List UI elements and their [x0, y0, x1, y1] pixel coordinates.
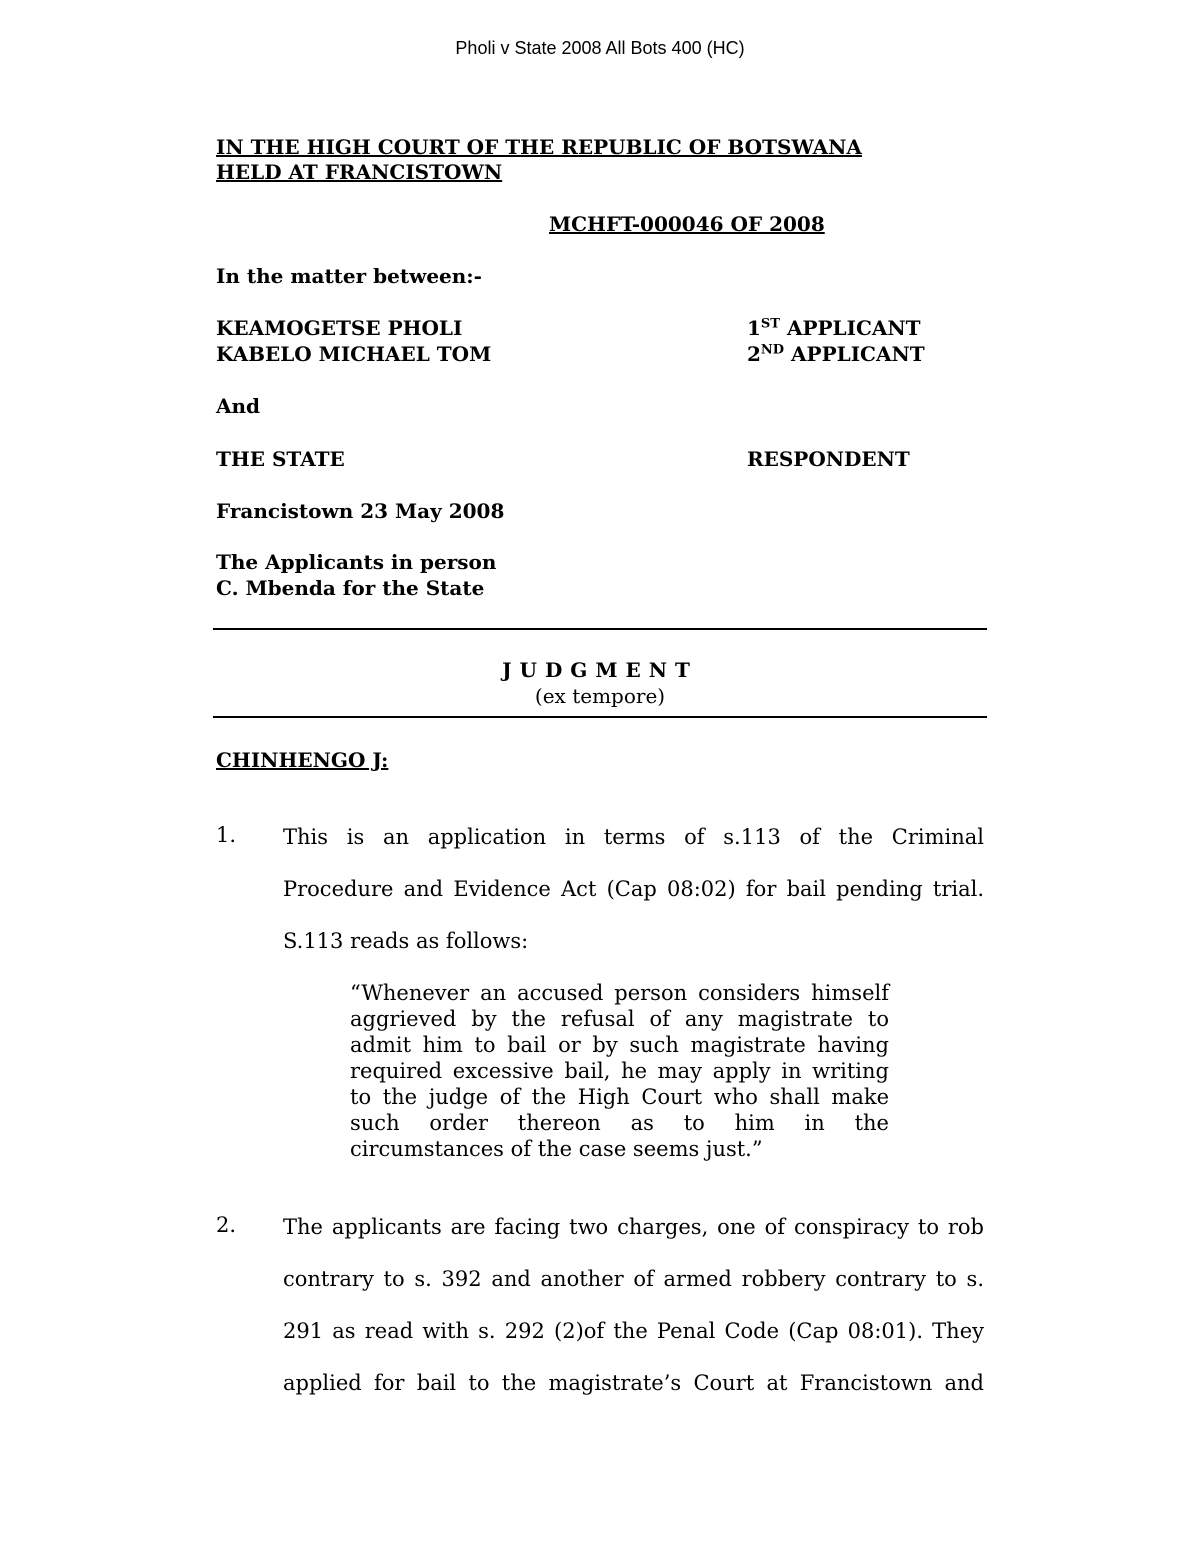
matter-between: In the matter between:- — [216, 264, 482, 288]
judgment-subtitle: (ex tempore) — [534, 684, 666, 708]
place-and-date: Francistown 23 May 2008 — [216, 499, 505, 523]
statute-quote — [350, 980, 889, 1162]
court-name-line1: IN THE HIGH COURT OF THE REPUBLIC OF BOTSWANA — [216, 135, 862, 159]
paragraph-body — [283, 1201, 984, 1409]
paragraph-number: 1. — [216, 823, 237, 847]
case-number: MCHFT-000046 OF 2008 — [549, 212, 825, 236]
appearance-applicants: The Applicants in person — [216, 550, 497, 574]
quote-line: admit him to bail or by such magistrate having — [350, 1033, 889, 1057]
paragraph-line: applied for bail to the magistrate’s Court at Francistown and — [283, 1371, 984, 1395]
quote-line: required excessive bail, he may apply in writing — [350, 1059, 889, 1083]
paragraph-line: 291 as read with s. 292 (2)of the Penal Code (Cap 08:01). They — [283, 1319, 984, 1343]
divider-bottom — [213, 716, 987, 718]
judgment-title: JUDGMENT — [502, 658, 698, 682]
judge-name: CHINHENGO J: — [216, 748, 389, 772]
second-applicant-role — [747, 342, 925, 366]
first-applicant-role — [747, 316, 921, 340]
quote-line: “Whenever an accused person considers himself — [350, 981, 889, 1005]
first-applicant-ordinal-suffix: ST — [760, 316, 780, 332]
quote-line: aggrieved by the refusal of any magistrate to — [350, 1007, 889, 1031]
quote-line: to the judge of the High Court who shall make — [350, 1085, 889, 1109]
second-applicant-ordinal-suffix: ND — [760, 342, 785, 358]
court-name-line2: HELD AT FRANCISTOWN — [216, 160, 503, 184]
paragraph-body — [283, 811, 984, 967]
paragraph-line: contrary to s. 392 and another of armed robbery contrary to s. — [283, 1267, 984, 1291]
first-applicant-ordinal: 1 — [747, 316, 761, 340]
paragraph-number: 2. — [216, 1213, 237, 1237]
quote-line: circumstances of the case seems just.” — [350, 1137, 763, 1161]
first-applicant-role-label: APPLICANT — [779, 316, 921, 340]
second-applicant-ordinal: 2 — [747, 342, 761, 366]
second-applicant-name: KABELO MICHAEL TOM — [216, 342, 492, 366]
paragraph-line: S.113 reads as follows: — [283, 929, 529, 953]
and-connector: And — [216, 394, 261, 418]
paragraph-line: This is an application in terms of s.113 of the Criminal — [283, 825, 984, 849]
divider-top — [213, 628, 987, 630]
first-applicant-name: KEAMOGETSE PHOLI — [216, 316, 463, 340]
second-applicant-role-label: APPLICANT — [784, 342, 925, 366]
paragraph-line: The applicants are facing two charges, one of conspiracy to rob — [283, 1215, 984, 1239]
respondent-role: RESPONDENT — [747, 447, 910, 471]
paragraph-line: Procedure and Evidence Act (Cap 08:02) for bail pending trial. — [283, 877, 984, 901]
respondent-name: THE STATE — [216, 447, 345, 471]
running-header: Pholi v State 2008 All Bots 400 (HC) — [455, 38, 745, 58]
appearance-state: C. Mbenda for the State — [216, 576, 485, 600]
quote-line: such order thereon as to him in the — [350, 1111, 889, 1135]
